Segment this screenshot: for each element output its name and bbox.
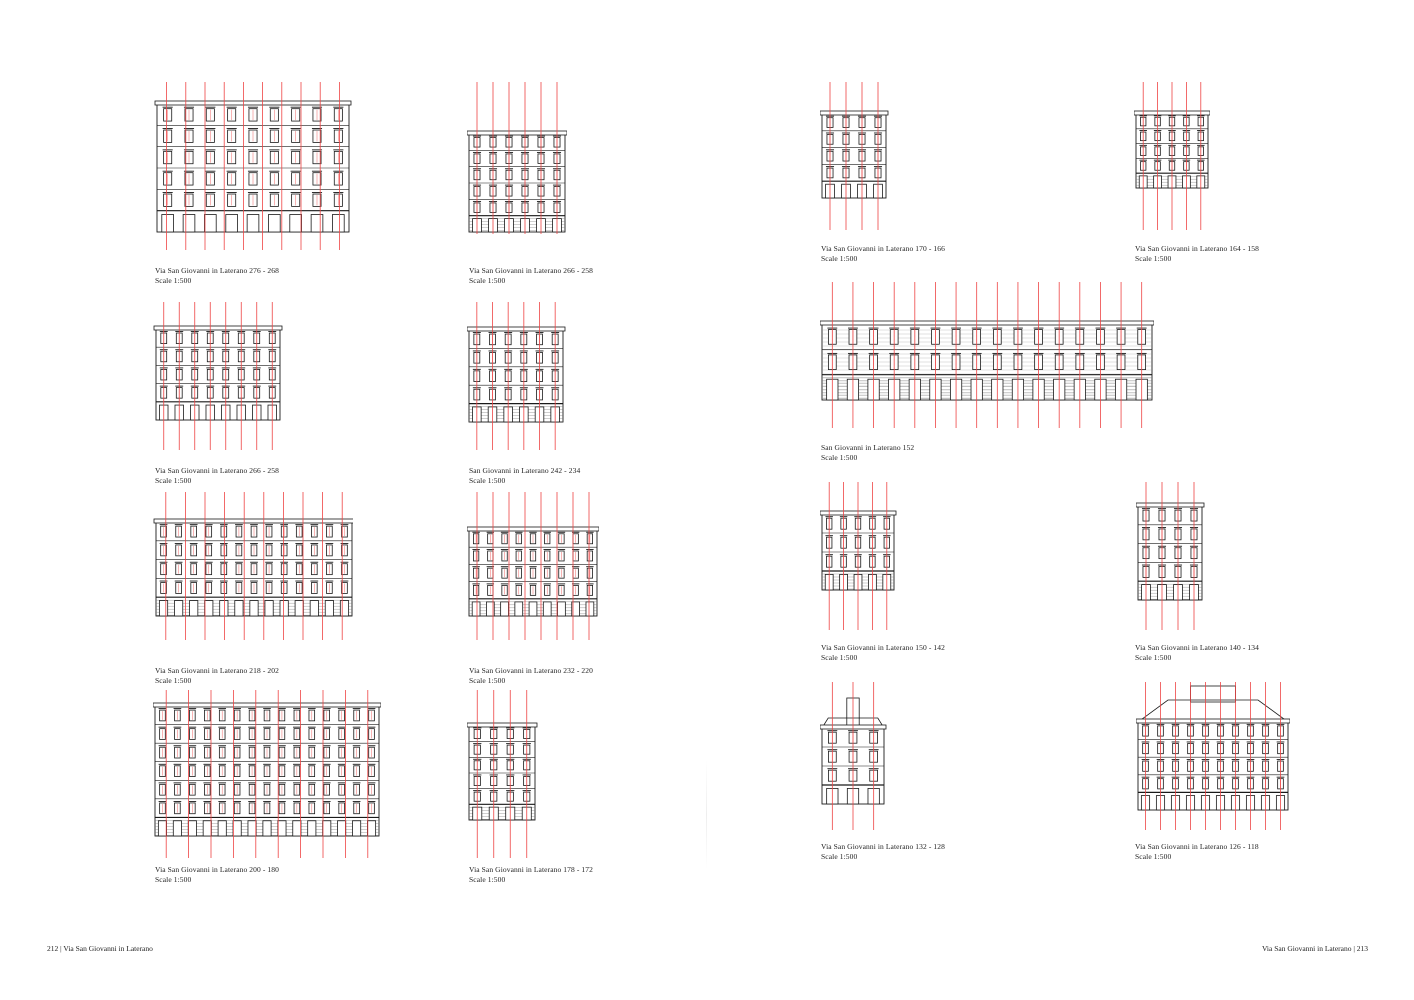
facade-drawing	[153, 82, 353, 257]
facade-caption	[469, 266, 593, 286]
ground-opening	[162, 215, 174, 232]
facade-title: Via San Giovanni in Laterano 140 - 134	[1135, 643, 1259, 652]
facade-drawing	[153, 690, 381, 860]
facade-caption	[821, 643, 945, 663]
facade-elevation-svg	[153, 690, 381, 860]
ground-opening	[226, 215, 238, 232]
facade-drawing	[1134, 82, 1210, 232]
facade-drawing	[820, 682, 888, 832]
facade-elevation-svg	[467, 690, 539, 860]
facade-elevation-svg	[467, 302, 567, 452]
facade-scale: Scale 1:500	[155, 676, 192, 685]
ground-opening	[233, 821, 241, 836]
facade-elevation-svg	[820, 82, 890, 232]
ground-opening	[543, 602, 551, 616]
cornice	[154, 519, 353, 523]
facade-elevation-svg	[820, 682, 888, 832]
ground-opening	[263, 821, 271, 836]
page-number-left: 212 | Via San Giovanni in Laterano	[47, 944, 153, 953]
facade-elevation-svg	[467, 492, 599, 642]
facade-elevation-svg	[467, 82, 567, 242]
facade-title: Via San Giovanni in Laterano 164 - 158	[1135, 244, 1259, 253]
ground-opening	[290, 215, 302, 232]
facade-elevation-svg	[820, 482, 898, 632]
facade-outline	[469, 330, 563, 422]
ground-opening	[173, 821, 181, 836]
ground-opening	[220, 601, 228, 616]
facade-drawing	[1136, 482, 1206, 632]
facade-title: Via San Giovanni in Laterano 132 - 128	[821, 842, 945, 851]
ground-opening	[293, 821, 301, 836]
facade-scale: Scale 1:500	[155, 875, 192, 884]
facade-caption	[469, 466, 580, 486]
facade-scale: Scale 1:500	[469, 476, 506, 485]
ground-opening	[338, 821, 346, 836]
facade-caption	[155, 865, 279, 885]
facade-elevation-svg	[1136, 682, 1290, 832]
facade-elevation-svg	[1134, 82, 1210, 232]
facade-scale: Scale 1:500	[469, 875, 506, 884]
facade-title: Via San Giovanni in Laterano 170 - 166	[821, 244, 945, 253]
page-number-right: Via San Giovanni in Laterano | 213	[1261, 944, 1368, 953]
facade-title: Via San Giovanni in Laterano 266 - 258	[155, 466, 279, 475]
cornice	[153, 703, 381, 707]
ground-opening	[235, 601, 243, 616]
facade-title: San Giovanni in Laterano 152	[821, 443, 915, 452]
facade-caption	[469, 666, 593, 686]
ground-opening	[204, 215, 216, 232]
ground-opening	[248, 821, 256, 836]
facade-elevation-svg	[1136, 482, 1206, 632]
facade-drawing	[467, 302, 567, 452]
facade-title: Via San Giovanni in Laterano 232 - 220	[469, 666, 593, 675]
facade-scale: Scale 1:500	[821, 453, 858, 462]
facade-caption	[155, 666, 279, 686]
ground-opening	[323, 821, 331, 836]
facade-drawing	[820, 282, 1154, 430]
facade-scale: Scale 1:500	[1135, 852, 1172, 861]
ground-opening	[174, 601, 182, 616]
facade-scale: Scale 1:500	[821, 653, 858, 662]
facade-drawing	[467, 82, 567, 242]
facade-title: Via San Giovanni in Laterano 218 - 202	[155, 666, 279, 675]
roof-dormer	[1191, 686, 1236, 702]
facade-elevation-svg	[153, 82, 353, 257]
facade-scale: Scale 1:500	[469, 676, 506, 685]
ground-opening	[265, 601, 273, 616]
ground-opening	[352, 821, 360, 836]
facade-caption	[821, 842, 945, 862]
ground-opening	[280, 601, 288, 616]
facade-caption	[821, 443, 914, 463]
facade-caption	[155, 266, 279, 286]
cornice	[820, 321, 1154, 325]
cornice	[467, 131, 567, 135]
facade-drawing	[153, 302, 283, 452]
ground-opening	[558, 602, 566, 616]
ground-opening	[158, 821, 166, 836]
facade-elevation-svg	[153, 492, 353, 642]
ground-opening	[529, 602, 537, 616]
cornice	[155, 101, 351, 105]
ground-opening	[268, 215, 280, 232]
facade-drawing	[467, 690, 539, 860]
ground-opening	[308, 821, 316, 836]
ground-opening	[183, 215, 195, 232]
cornice	[467, 327, 565, 331]
ground-opening	[332, 215, 344, 232]
facade-title: Via San Giovanni in Laterano 276 - 268	[155, 266, 279, 275]
facade-drawing	[153, 492, 353, 642]
facade-title: Via San Giovanni in Laterano 200 - 180	[155, 865, 279, 874]
facade-caption	[821, 244, 945, 264]
facade-drawing	[820, 482, 898, 632]
cornice	[154, 326, 282, 330]
facade-scale: Scale 1:500	[1135, 254, 1172, 263]
facade-title: Via San Giovanni in Laterano 266 - 258	[469, 266, 593, 275]
facade-caption	[155, 466, 279, 486]
facade-scale: Scale 1:500	[821, 852, 858, 861]
facade-drawing	[467, 492, 599, 642]
ground-opening	[340, 601, 348, 616]
facade-elevation-svg	[820, 282, 1154, 430]
ground-opening	[472, 602, 480, 616]
ground-opening	[278, 821, 286, 836]
facade-title: Via San Giovanni in Laterano 178 - 172	[469, 865, 593, 874]
facade-title: San Giovanni in Laterano 242 - 234	[469, 466, 581, 475]
cornice	[467, 527, 599, 531]
ground-opening	[188, 821, 196, 836]
facade-scale: Scale 1:500	[155, 276, 192, 285]
ground-opening	[205, 601, 213, 616]
facade-scale: Scale 1:500	[1135, 653, 1172, 662]
facade-scale: Scale 1:500	[155, 476, 192, 485]
ground-opening	[247, 215, 259, 232]
ground-opening	[325, 601, 333, 616]
facade-title: Via San Giovanni in Laterano 126 - 118	[1135, 842, 1259, 851]
ground-opening	[295, 601, 303, 616]
ground-opening	[203, 821, 211, 836]
facade-scale: Scale 1:500	[469, 276, 506, 285]
ground-opening	[310, 601, 318, 616]
ground-opening	[367, 821, 375, 836]
page-gutter	[706, 760, 707, 870]
ground-opening	[159, 601, 167, 616]
facade-drawing	[1136, 682, 1290, 832]
facade-caption	[1135, 842, 1259, 862]
facade-caption	[1135, 643, 1259, 663]
ground-opening	[250, 601, 258, 616]
facade-elevation-svg	[153, 302, 283, 452]
cornice	[1136, 719, 1290, 723]
facade-caption	[1135, 244, 1259, 264]
ground-opening	[515, 602, 523, 616]
facade-drawing	[820, 82, 890, 232]
facade-caption	[469, 865, 593, 885]
ground-opening	[190, 601, 198, 616]
ground-opening	[501, 602, 509, 616]
ground-opening	[586, 602, 594, 616]
facade-scale: Scale 1:500	[821, 254, 858, 263]
facade-title: Via San Giovanni in Laterano 150 - 142	[821, 643, 945, 652]
ground-opening	[218, 821, 226, 836]
ground-opening	[311, 215, 323, 232]
